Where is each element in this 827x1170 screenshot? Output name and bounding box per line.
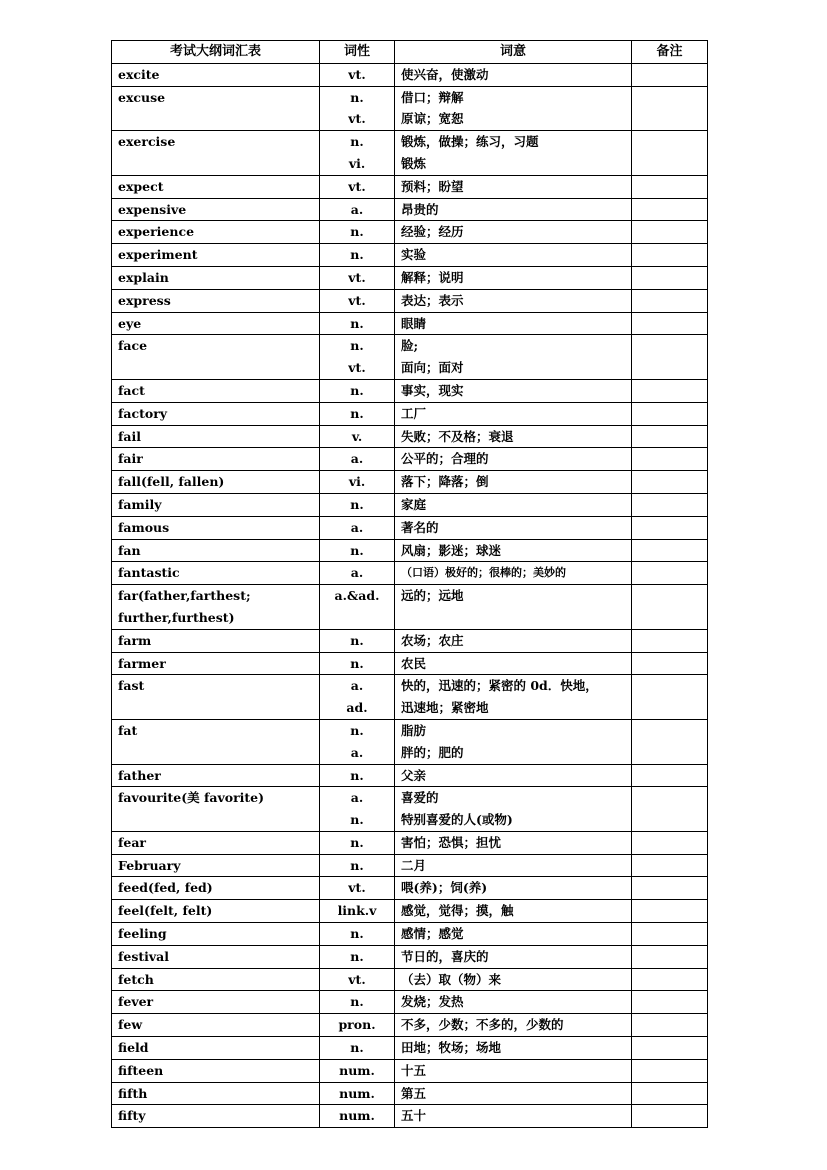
- word-cell: fetch: [112, 968, 320, 991]
- table-row: [112, 86, 708, 131]
- pos-cell: n.: [320, 1037, 395, 1060]
- pos-cell: a.: [320, 448, 395, 471]
- word-cell: expect: [112, 175, 320, 198]
- note-cell: [632, 198, 708, 221]
- pos-cell: num.: [320, 1105, 395, 1128]
- table-row: [112, 787, 708, 832]
- pos-cell: n.: [320, 312, 395, 335]
- word-cell: fifteen: [112, 1059, 320, 1082]
- pos-cell: n. a.: [320, 719, 395, 764]
- note-cell: [632, 402, 708, 425]
- note-cell: [632, 379, 708, 402]
- pos-cell: a.: [320, 562, 395, 585]
- table-row: [112, 1082, 708, 1105]
- note-cell: [632, 787, 708, 832]
- table-row: [112, 652, 708, 675]
- word-cell: father: [112, 764, 320, 787]
- table-row: [112, 585, 708, 630]
- note-cell: [632, 86, 708, 131]
- meaning-cell: 实验: [395, 244, 632, 267]
- table-row: [112, 831, 708, 854]
- pos-cell: n.: [320, 764, 395, 787]
- note-cell: [632, 900, 708, 923]
- table-row: [112, 198, 708, 221]
- word-cell: experience: [112, 221, 320, 244]
- pos-cell: a. n.: [320, 787, 395, 832]
- meaning-cell: 父亲: [395, 764, 632, 787]
- word-cell: feel(felt, felt): [112, 900, 320, 923]
- word-cell: explain: [112, 266, 320, 289]
- note-cell: [632, 968, 708, 991]
- pos-cell: vt.: [320, 968, 395, 991]
- meaning-cell: 喂(养)；饲(养): [395, 877, 632, 900]
- word-cell: fantastic: [112, 562, 320, 585]
- meaning-cell: 十五: [395, 1059, 632, 1082]
- table-row: [112, 675, 708, 720]
- meaning-cell: 脂肪 胖的；肥的: [395, 719, 632, 764]
- pos-cell: n.: [320, 831, 395, 854]
- pos-cell: n.: [320, 652, 395, 675]
- table-row: [112, 1105, 708, 1128]
- note-cell: [632, 719, 708, 764]
- word-cell: excite: [112, 63, 320, 86]
- word-cell: family: [112, 493, 320, 516]
- meaning-cell: 解释；说明: [395, 266, 632, 289]
- note-cell: [632, 131, 708, 176]
- note-cell: [632, 244, 708, 267]
- word-cell: farm: [112, 629, 320, 652]
- pos-cell: vt.: [320, 877, 395, 900]
- note-cell: [632, 425, 708, 448]
- table-row: [112, 289, 708, 312]
- header-word: 考试大纲词汇表: [112, 41, 320, 64]
- word-cell: face: [112, 335, 320, 380]
- word-cell: fan: [112, 539, 320, 562]
- meaning-cell: 远的；远地: [395, 585, 632, 630]
- note-cell: [632, 221, 708, 244]
- word-cell: fast: [112, 675, 320, 720]
- table-row: [112, 1037, 708, 1060]
- pos-cell: n.: [320, 991, 395, 1014]
- meaning-cell: 事实，现实: [395, 379, 632, 402]
- note-cell: [632, 585, 708, 630]
- meaning-cell: 感觉，觉得；摸，触: [395, 900, 632, 923]
- table-row: [112, 312, 708, 335]
- header-pos: 词性: [320, 41, 395, 64]
- meaning-cell: 著名的: [395, 516, 632, 539]
- pos-cell: n.: [320, 539, 395, 562]
- note-cell: [632, 877, 708, 900]
- word-cell: fifty: [112, 1105, 320, 1128]
- table-row: [112, 221, 708, 244]
- meaning-cell: 五十: [395, 1105, 632, 1128]
- note-cell: [632, 448, 708, 471]
- note-cell: [632, 1014, 708, 1037]
- meaning-cell: 快的，迅速的；紧密的 0d．快地， 迅速地；紧密地: [395, 675, 632, 720]
- table-row: [112, 493, 708, 516]
- pos-cell: vt.: [320, 63, 395, 86]
- table-body: [112, 63, 708, 1127]
- table-row: [112, 244, 708, 267]
- pos-cell: n.: [320, 923, 395, 946]
- pos-cell: n.: [320, 945, 395, 968]
- word-cell: experiment: [112, 244, 320, 267]
- table-row: [112, 877, 708, 900]
- word-cell: fat: [112, 719, 320, 764]
- meaning-cell: 风扇；影迷；球迷: [395, 539, 632, 562]
- pos-cell: a.: [320, 198, 395, 221]
- table-row: [112, 719, 708, 764]
- pos-cell: n.: [320, 244, 395, 267]
- word-cell: field: [112, 1037, 320, 1060]
- word-cell: far(father,farthest; further,furthest): [112, 585, 320, 630]
- table-row: [112, 629, 708, 652]
- table-row: [112, 945, 708, 968]
- word-cell: farmer: [112, 652, 320, 675]
- pos-cell: pron.: [320, 1014, 395, 1037]
- word-cell: festival: [112, 945, 320, 968]
- pos-cell: n.: [320, 379, 395, 402]
- word-cell: fever: [112, 991, 320, 1014]
- word-cell: famous: [112, 516, 320, 539]
- note-cell: [632, 63, 708, 86]
- meaning-cell: 田地；牧场；场地: [395, 1037, 632, 1060]
- meaning-cell: 锻炼，做操；练习，习题 锻炼: [395, 131, 632, 176]
- note-cell: [632, 516, 708, 539]
- note-cell: [632, 1082, 708, 1105]
- meaning-cell: 眼睛: [395, 312, 632, 335]
- pos-cell: n.: [320, 854, 395, 877]
- meaning-cell: 节日的，喜庆的: [395, 945, 632, 968]
- meaning-cell: 借口；辩解 原谅；宽恕: [395, 86, 632, 131]
- table-row: [112, 900, 708, 923]
- note-cell: [632, 991, 708, 1014]
- note-cell: [632, 1037, 708, 1060]
- header-row: [112, 41, 708, 64]
- meaning-cell: 第五: [395, 1082, 632, 1105]
- word-cell: excuse: [112, 86, 320, 131]
- word-cell: expensive: [112, 198, 320, 221]
- note-cell: [632, 923, 708, 946]
- meaning-cell: 失败；不及格；衰退: [395, 425, 632, 448]
- table-row: [112, 516, 708, 539]
- pos-cell: n.: [320, 629, 395, 652]
- table-row: [112, 1014, 708, 1037]
- meaning-cell: 预料；盼望: [395, 175, 632, 198]
- note-cell: [632, 471, 708, 494]
- note-cell: [632, 493, 708, 516]
- meaning-cell: 脸; 面向；面对: [395, 335, 632, 380]
- meaning-cell: 喜爱的 特别喜爱的人(或物): [395, 787, 632, 832]
- table-row: [112, 379, 708, 402]
- meaning-cell: 家庭: [395, 493, 632, 516]
- table-row: [112, 923, 708, 946]
- word-cell: feeling: [112, 923, 320, 946]
- meaning-cell: 农场；农庄: [395, 629, 632, 652]
- note-cell: [632, 652, 708, 675]
- note-cell: [632, 629, 708, 652]
- table-row: [112, 425, 708, 448]
- word-cell: fact: [112, 379, 320, 402]
- word-cell: eye: [112, 312, 320, 335]
- word-cell: feed(fed, fed): [112, 877, 320, 900]
- note-cell: [632, 312, 708, 335]
- note-cell: [632, 831, 708, 854]
- meaning-cell: 感情；感觉: [395, 923, 632, 946]
- note-cell: [632, 289, 708, 312]
- note-cell: [632, 675, 708, 720]
- word-cell: exercise: [112, 131, 320, 176]
- table-row: [112, 991, 708, 1014]
- note-cell: [632, 175, 708, 198]
- table-row: [112, 539, 708, 562]
- header-note: 备注: [632, 41, 708, 64]
- meaning-cell: 发烧；发热: [395, 991, 632, 1014]
- word-cell: factory: [112, 402, 320, 425]
- meaning-cell: 昂贵的: [395, 198, 632, 221]
- meaning-cell: 工厂: [395, 402, 632, 425]
- note-cell: [632, 562, 708, 585]
- table-row: [112, 175, 708, 198]
- pos-cell: vt.: [320, 266, 395, 289]
- note-cell: [632, 945, 708, 968]
- meaning-cell: 使兴奋，使激动: [395, 63, 632, 86]
- word-cell: fall(fell, fallen): [112, 471, 320, 494]
- pos-cell: vt.: [320, 289, 395, 312]
- meaning-cell: 二月: [395, 854, 632, 877]
- meaning-cell: 表达；表示: [395, 289, 632, 312]
- pos-cell: vt.: [320, 175, 395, 198]
- pos-cell: a.: [320, 516, 395, 539]
- pos-cell: link.v: [320, 900, 395, 923]
- table-row: [112, 854, 708, 877]
- pos-cell: n.: [320, 402, 395, 425]
- table-row: [112, 448, 708, 471]
- pos-cell: n. vi.: [320, 131, 395, 176]
- word-cell: fair: [112, 448, 320, 471]
- pos-cell: vi.: [320, 471, 395, 494]
- table-row: [112, 562, 708, 585]
- note-cell: [632, 539, 708, 562]
- meaning-cell: 经验；经历: [395, 221, 632, 244]
- table-row: [112, 968, 708, 991]
- meaning-cell: 不多，少数；不多的，少数的: [395, 1014, 632, 1037]
- meaning-cell: （去）取（物）来: [395, 968, 632, 991]
- pos-cell: n. vt.: [320, 86, 395, 131]
- table-row: [112, 471, 708, 494]
- meaning-cell: 公平的；合理的: [395, 448, 632, 471]
- table-row: [112, 402, 708, 425]
- pos-cell: num.: [320, 1082, 395, 1105]
- word-cell: fail: [112, 425, 320, 448]
- word-cell: favourite(美 favorite): [112, 787, 320, 832]
- pos-cell: num.: [320, 1059, 395, 1082]
- header-meaning: 词意: [395, 41, 632, 64]
- word-cell: few: [112, 1014, 320, 1037]
- note-cell: [632, 764, 708, 787]
- vocabulary-table: [111, 40, 708, 1128]
- note-cell: [632, 1059, 708, 1082]
- word-cell: fear: [112, 831, 320, 854]
- pos-cell: n.: [320, 493, 395, 516]
- word-cell: February: [112, 854, 320, 877]
- pos-cell: v.: [320, 425, 395, 448]
- note-cell: [632, 335, 708, 380]
- table-row: [112, 1059, 708, 1082]
- pos-cell: a.&ad.: [320, 585, 395, 630]
- table-row: [112, 266, 708, 289]
- note-cell: [632, 1105, 708, 1128]
- table-row: [112, 131, 708, 176]
- pos-cell: n.: [320, 221, 395, 244]
- word-cell: express: [112, 289, 320, 312]
- note-cell: [632, 854, 708, 877]
- meaning-cell: （口语）极好的；很棒的；美妙的: [395, 562, 632, 585]
- meaning-cell: 落下；降落；倒: [395, 471, 632, 494]
- table-row: [112, 335, 708, 380]
- word-cell: fifth: [112, 1082, 320, 1105]
- table-row: [112, 63, 708, 86]
- table-row: [112, 764, 708, 787]
- note-cell: [632, 266, 708, 289]
- pos-cell: n. vt.: [320, 335, 395, 380]
- meaning-cell: 农民: [395, 652, 632, 675]
- meaning-cell: 害怕；恐惧；担忧: [395, 831, 632, 854]
- pos-cell: a. ad.: [320, 675, 395, 720]
